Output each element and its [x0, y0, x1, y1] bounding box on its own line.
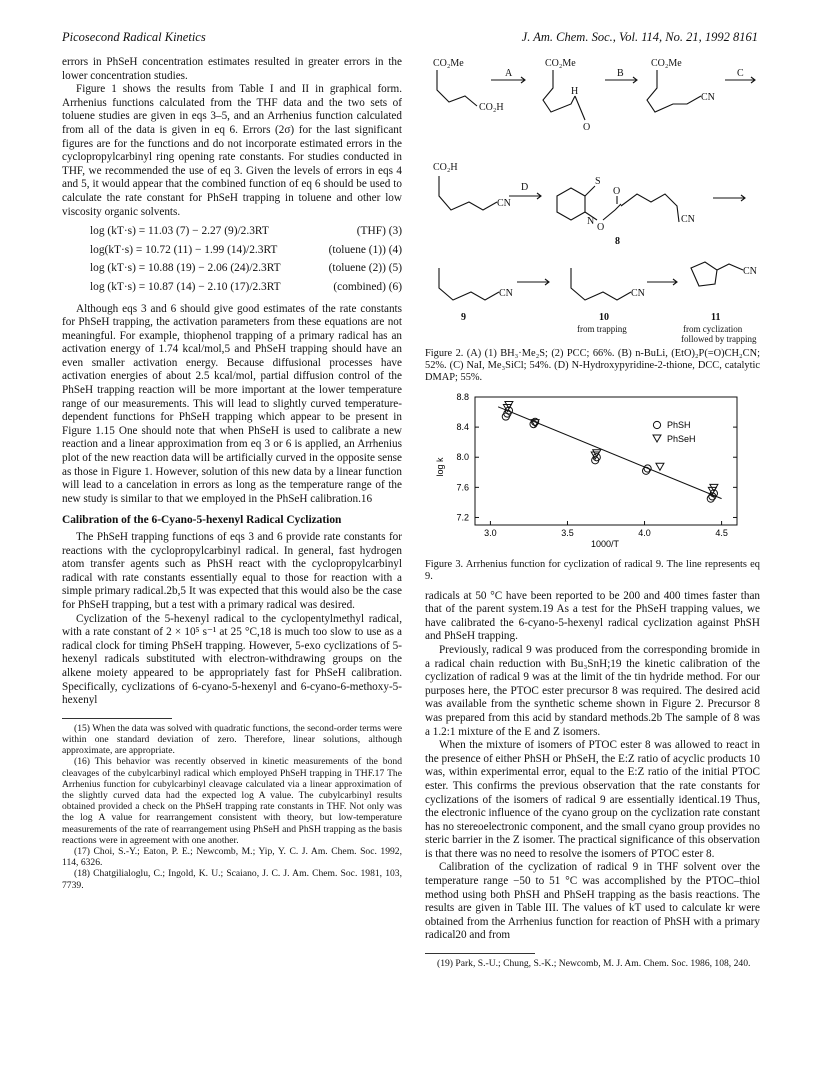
legend-label-phseh: PhSeH: [667, 433, 696, 444]
scheme-from-trapping: from trapping: [577, 324, 627, 334]
footnote: (15) When the data was solved with quadratic functions, the second-order terms were within one standard deviation of zero. Therefore, linear solutions, although approximate, are appropriate.: [62, 722, 402, 757]
scheme-cn-6: CN: [743, 266, 757, 277]
equation-formula: log (kT·s) = 10.88 (19) − 2.06 (24)/2.3RT: [90, 262, 281, 275]
legend-marker-phseh: [653, 435, 661, 442]
scheme-co2me-2: CO₂Me: [545, 58, 576, 69]
y-tick-label: 8.8: [456, 391, 469, 402]
footnotes: [425, 958, 760, 969]
scheme-co2h-1: CO₂H: [479, 102, 504, 113]
scheme-cn-5: CN: [631, 288, 645, 299]
scheme-label-8: 8: [615, 236, 620, 247]
equation-formula: log (kT·s) = 11.03 (7) − 2.27 (9)/2.3RT: [90, 225, 269, 238]
footnote-rule: [425, 953, 535, 954]
scheme-arrow-c: C: [737, 68, 744, 79]
y-tick-label: 7.2: [456, 512, 469, 523]
scheme-co2me-3: CO₂Me: [651, 58, 682, 69]
legend: [653, 420, 696, 444]
plot-frame: [475, 397, 737, 525]
equation-label: (THF) (3): [356, 225, 402, 238]
paragraph: radicals at 50 °C have been reported to be 200 and 400 times faster than that of the parent system.19 As a test for the PhSeH trapping values, we have calibrated the 6-cyano-5-hexenyl radical cyclization against PhSH and PhSeH trapping.: [425, 589, 760, 643]
equation-label: (toluene (2)) (5): [328, 262, 402, 275]
equation-3: [90, 225, 402, 239]
equation-6: [90, 281, 402, 295]
y-axis-label: log k: [435, 457, 445, 477]
legend-marker-phsh: [653, 421, 660, 428]
scheme-arrow-b: B: [617, 68, 624, 79]
data-points: [502, 401, 718, 502]
scheme-label-10: 10: [599, 312, 609, 323]
x-tick-label: 4.5: [715, 527, 728, 538]
footnote: (19) Park, S.-U.; Chung, S.-K.; Newcomb, M. J. Am. Chem. Soc. 1986, 108, 240.: [437, 958, 751, 970]
x-tick-label: 3.0: [484, 527, 497, 538]
paragraph: Cyclization of the 5-hexenyl radical to the cyclopentylmethyl radical, with a rate constant of 2 × 10⁵ s⁻¹ at 25 °C,18 is much too slow to use as a radical clock for timing PhSeH trapping. However, 5-exo cyclizations of 5-hexenyl radicals substituted with electron-withdrawing groups on the alkene moiety appeared to be appropriately fast for PhSeH calibration. Specifically, cyclizations of 6-cyano-5-hexenyl and 6-cyano-6-methoxy-5-hexenyl: [62, 612, 402, 707]
arrhenius-plot: [425, 391, 760, 551]
synthesis-scheme: [425, 56, 760, 344]
paragraph: Calibration of the cyclization of radical 9 in THF solvent over the temperature range −50 to 51 °C was accomplished by the PTOC–thiol method using both PhSH and PhSeH trapping as the basis reactions. The results are given in Table III. The values of kT used to calculate kr were obtained from the Arrhenius function for reaction of PhSH with a primary radical20 and from: [425, 861, 760, 942]
equation-label: (toluene (1)) (4): [328, 243, 402, 256]
scheme-o-3: O: [613, 186, 621, 197]
section-heading: Calibration of the 6-Cyano-5-hexenyl Radical Cyclization: [62, 514, 342, 527]
figure-3-caption: Figure 3. Arrhenius function for cyclization of radical 9. The line represents eq 9.: [425, 559, 760, 583]
footnote-rule: [62, 718, 172, 719]
equation-formula: log (kT·s) = 10.87 (14) − 2.10 (17)/2.3RT: [90, 280, 281, 293]
point-phseh: [656, 463, 664, 470]
footnotes: [62, 723, 402, 891]
running-header-left: Picosecond Radical Kinetics: [62, 30, 206, 44]
equation-5: [90, 262, 402, 276]
scheme-o-2: O: [597, 222, 605, 233]
scheme-co2me-1: CO₂Me: [433, 58, 464, 69]
scheme-o-1: O: [583, 122, 591, 133]
scheme-cn-2: CN: [497, 198, 511, 209]
scheme-cn-1: CN: [701, 92, 715, 103]
footnote: (18) Chatgilialoglu, C.; Ingold, K. U.; Scaiano, J. C. J. Am. Chem. Soc. 1981, 103, 7739.: [62, 868, 402, 891]
paragraph: The PhSeH trapping functions of eqs 3 and 6 provide rate constants for reactions with the cyclopropylcarbinyl radical. In general, fast hydrogen atom transfer agents such as PhSH react with the cyclopropylcarbinyl radical with rate constants essentially equal to those for reaction with a simple primary radical.2b,5 It was expected that this would also be the case for PhSeH trapping, but a test with a primary radical was desired.: [62, 531, 402, 611]
footnote: (16) This behavior was recently observed in kinetic measurements of the bond cleavages of the cubylcarbinyl radical which employed PhSeH trapping in THF.17 The Arrhenius function for cubylcarbinyl cleavage calculated via a linear approximation of the slightly curved data had the expected log A value. The cubylcarbinyl results obtained provided a check on the PhSeH trapping rate constants in THF. Not only was the log A value for rearrangement consistent with theory, but low-temperature measurements of the rate of rearrangement using PhSeH and PhSH trapping as the basis reactions were in agreement with one another.: [62, 756, 402, 846]
scheme-label-11: 11: [711, 312, 721, 323]
paragraph: Previously, radical 9 was produced from the corresponding bromide in a radical chain reduction with Bu₃SnH;19 the kinetic calibration of the cyclization of radical 9 was at the limit of the tin hydride method. For our purposes here, the PTOC ester precursor 8 was required. The desired acid was available from the synthetic scheme shown in Figure 2. Precursor 8 was prepared from this acid by standard methods.2b The sample of 8 was a 1.2:1 mixture of the E and Z isomers.: [425, 643, 760, 738]
x-axis-label: 1000/T: [590, 538, 620, 549]
scheme-h: H: [571, 86, 579, 97]
scheme-arrow-d: D: [521, 182, 529, 193]
scheme-followed-by-trapping: followed by trapping: [681, 334, 757, 344]
left-column: [62, 56, 402, 891]
footnote: (17) Choi, S.-Y.; Eaton, P. E.; Newcomb, M.; Yip, Y. C. J. Am. Chem. Soc. 1992, 114, 6326.: [62, 845, 402, 869]
scheme-co2h-2: CO₂H: [433, 162, 458, 173]
x-tick-label: 3.5: [561, 527, 574, 538]
y-tick-label: 7.6: [456, 481, 469, 492]
legend-label-phsh: PhSH: [667, 419, 691, 430]
equation-4: [90, 244, 402, 258]
running-header-right: J. Am. Chem. Soc., Vol. 114, No. 21, 1992 8161: [521, 30, 758, 44]
equations: [62, 225, 402, 294]
paragraph: Figure 1 shows the results from Table I and II in graphical form. Arrhenius functions calculated from the THF data and the two sets of toluene studies are given in eqs 3–5, and an Arrhenius function calculated from all of the data is given in eq 6. Errors (2σ) for the last significant figures are for the functions and do not incorporate estimated errors in the cyclopropylcarbinyl ring opening rate constants. For studies conducted in THF, we recommended the use of eq 3. Given the levels of errors in eqs 4 and 5, it would appear that the combined function of eq 6 should be used to calculate the rate constant for PhSeH trapping in toluene and other low viscosity organic solvents.: [62, 83, 402, 218]
scheme-cn-4: CN: [499, 288, 513, 299]
y-tick-label: 8.0: [456, 451, 469, 462]
figure-3-chart: [425, 391, 760, 556]
scheme-label-9: 9: [461, 312, 466, 323]
scheme-drawing: [425, 56, 760, 344]
scheme-cn-3: CN: [681, 214, 695, 225]
scheme-s: S: [595, 176, 601, 187]
x-tick-label: 4.0: [638, 527, 651, 538]
paragraph: Although eqs 3 and 6 should give good estimates of the rate constants for PhSeH trapping, the activation parameters from these equations are not meaningful. For example, thiophenol trapping of a primary radical has an activation energy of 1.74 kcal/mol,5 and PhSeH trapping should have an even smaller activation energy. Because diffusional processes have activation energies of about 2.5 kcal/mol, partial diffusion control of the PhSeH trapping reaction will be more important at the lower temperature range of our measurements. This will lead to slightly curved temperature-dependent functions for PhSeH trapping which appear to be present in Figure 1.15 One should note that when PhSeH is used to calibrate a new reaction and a linear approximation from eq 3 or 6 is applied, an Arrhenius plot of the new reaction data will be artificially curved in the opposite sense as those in Figure 1. However, solution of this new data by a linear function will lead to a cancelation in errors as long as the temperature range of the new study is similar to that we employed in the PhSeH calibration.16: [62, 302, 402, 505]
figure-2-caption: Figure 2. (A) (1) BH₃·Me₂S; (2) PCC; 66%. (B) n-BuLi, (EtO)₂P(=O)CH₂CN; 52%. (C) NaI, Me₃SiCl; 54%. (D) N-Hydroxypyridine-2-thione, DCC, catalytic DMAP; 55%.: [425, 348, 760, 384]
paragraph: errors in PhSeH concentration estimates resulted in greater errors in the lower concentration studies.: [62, 56, 402, 82]
right-column: [425, 56, 760, 969]
y-tick-label: 8.4: [456, 421, 469, 432]
scheme-from-cyclization: from cyclization: [683, 324, 743, 334]
equation-label: (combined) (6): [333, 280, 402, 293]
paragraph: When the mixture of isomers of PTOC ester 8 was allowed to react in the presence of either PhSH or PhSeH, the E:Z ratio of acyclic products 10 was, within experimental error, equal to the E:Z ratio of the initial PTOC ester. This confirms the previous observation that the rate constants for cyclizations of the isomers of radical 9 are essentially identical.19 Thus, the electronic influence of the cyano group on the cyclization rate constant has no stereoelectronic component, and the small cyano group provides no steric barrier in the Z isomer. The practical significance of this observation is that there was no need to resolve the isomers of PTOC ester 8.: [425, 739, 760, 860]
scheme-n: N: [587, 216, 595, 227]
equation-formula: log(kT·s) = 10.72 (11) − 1.99 (14)/2.3RT: [90, 243, 278, 256]
scheme-arrow-a: A: [505, 68, 513, 79]
x-ticks: [484, 521, 728, 538]
